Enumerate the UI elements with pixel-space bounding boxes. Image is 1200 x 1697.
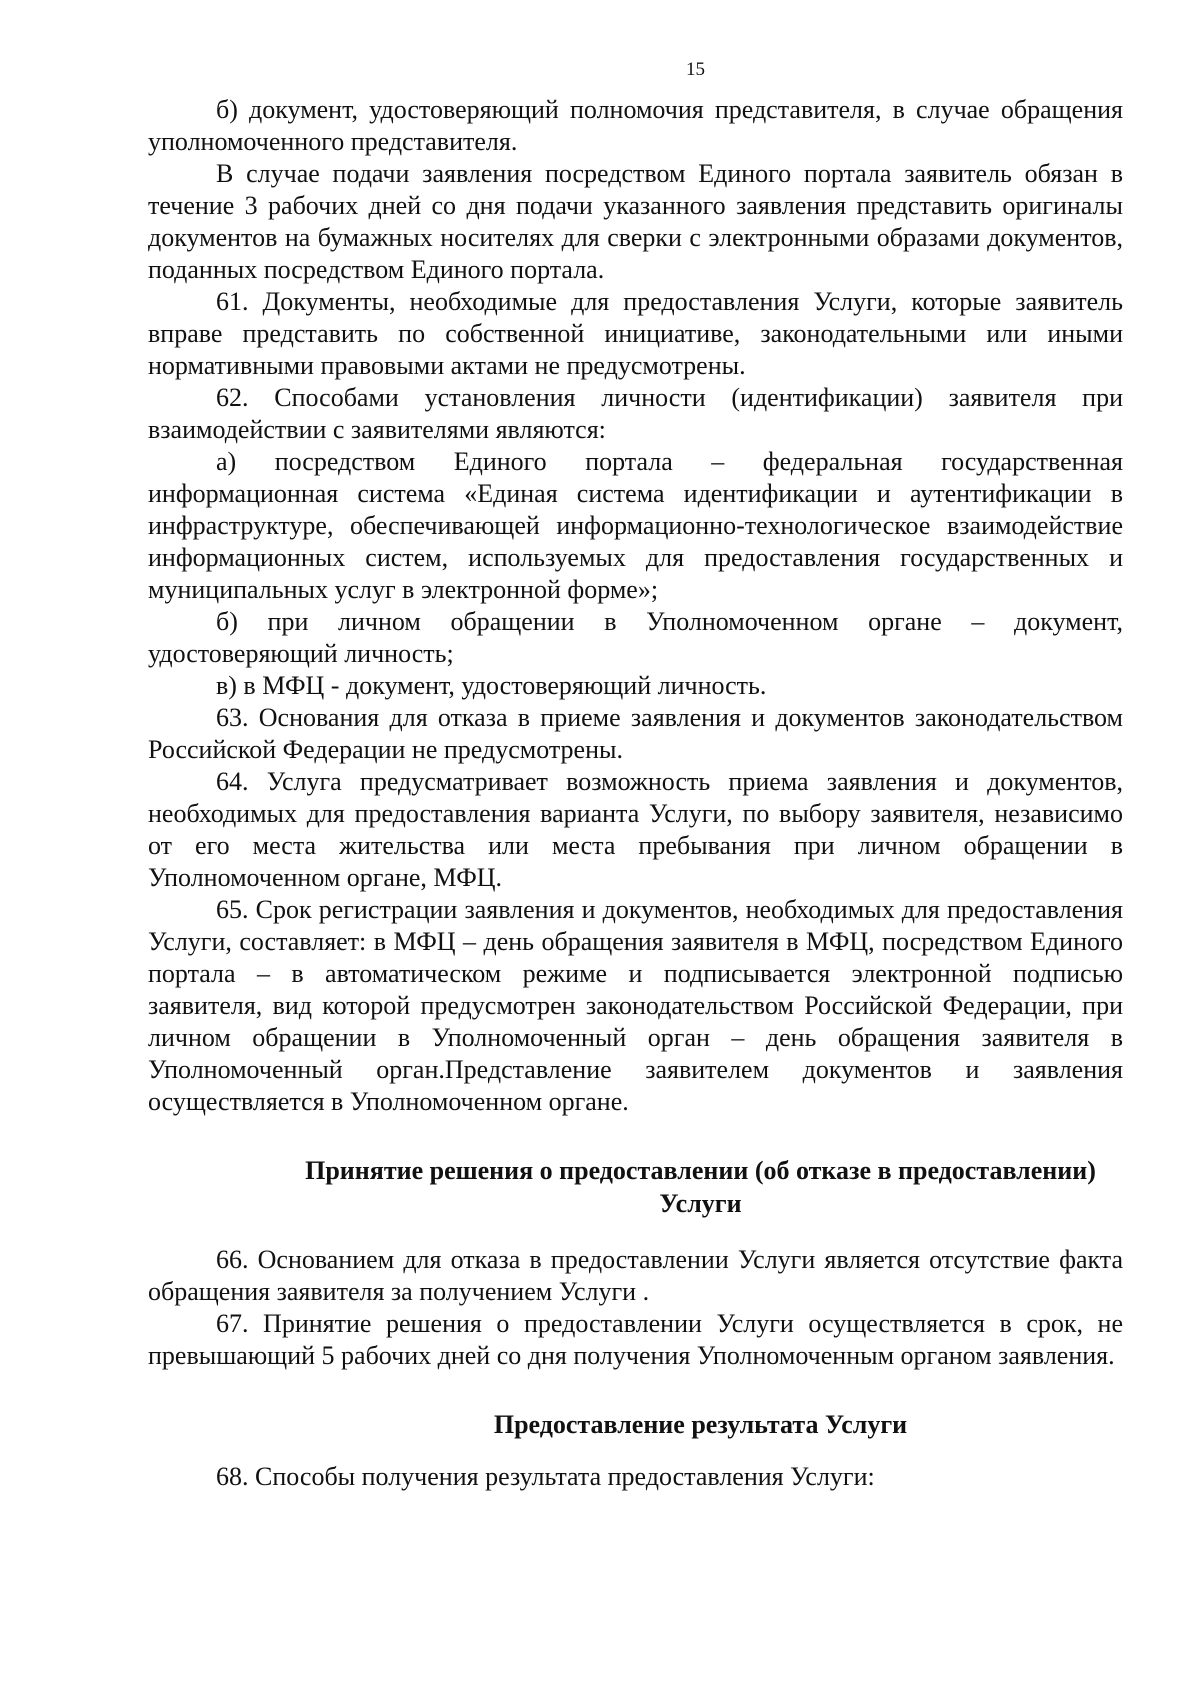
heading-decision: Принятие решения о предоставлении (об отказе в предоставлении) Услуги [305, 1156, 1096, 1218]
paragraph-portal-originals: В случае подачи заявления посредством Единого портала заявитель обязан в течение 3 рабочих дней со дня подачи указанного заявления представить оригиналы документов на бумажных носителях для сверки с электронными образами документов, поданных посредством Единого портала. [148, 159, 1123, 284]
paragraph-66: 66. Основанием для отказа в предоставлении Услуги является отсутствие факта обращения заявителя за получением Услуги . [148, 1245, 1123, 1306]
paragraph-65: 65. Срок регистрации заявления и документов, необходимых для предоставления Услуги, составляет: в МФЦ – день обращения заявителя в МФЦ, посредством Единого портала – в автоматическом режиме и подписывается электронной подписью заявителя, вид которой предусмотрен законодательством Российской Федерации, при личном обращении в Уполномоченный орган – день обращения заявителя в Уполномоченный орган.Представление заявителем документов и заявления осуществляется в Уполномоченном органе. [148, 895, 1123, 1116]
paragraph-61: 61. Документы, необходимые для предоставления Услуги, которые заявитель вправе представить по собственной инициативе, законодательными или иными нормативными правовыми актами не предусмотрены. [148, 287, 1123, 380]
section-intro [148, 94, 1123, 1118]
paragraph-68: 68. Способы получения результата предоставления Услуги: [216, 1462, 875, 1491]
paragraph-62-c: в) в МФЦ - документ, удостоверяющий личность. [216, 671, 767, 700]
document-page [148, 60, 1123, 1493]
paragraph-67: 67. Принятие решения о предоставлении Услуги осуществляется в срок, не превышающий 5 рабочих дней со дня получения Уполномоченным органом заявления. [148, 1309, 1123, 1370]
paragraph-representative-doc: б) документ, удостоверяющий полномочия представителя, в случае обращения уполномоченного представителя. [148, 95, 1123, 156]
section-result [148, 1461, 1123, 1493]
heading-result: Предоставление результата Услуги [493, 1410, 908, 1439]
paragraph-62-b: б) при личном обращении в Уполномоченном органе – документ, удостоверяющий личность; [148, 607, 1123, 668]
page-number: 15 [686, 59, 705, 80]
section-decision [148, 1244, 1123, 1372]
paragraph-62-a: а) посредством Единого портала – федеральная государственная информационная система «Единая система идентификации и аутентификации в инфраструктуре, обеспечивающей информационно-технологическое взаимодействие информационных систем, используемых для предоставления государственных и муниципальных услуг в электронной форме»; [148, 447, 1123, 604]
paragraph-63: 63. Основания для отказа в приеме заявления и документов законодательством Российской Федерации не предусмотрены. [148, 703, 1123, 764]
paragraph-64: 64. Услуга предусматривает возможность приема заявления и документов, необходимых для предоставления варианта Услуги, по выбору заявителя, независимо от его места жительства или места пребывания при личном обращении в Уполномоченном органе, МФЦ. [148, 767, 1123, 892]
paragraph-62: 62. Способами установления личности (идентификации) заявителя при взаимодействии с заявителями являются: [148, 383, 1123, 444]
